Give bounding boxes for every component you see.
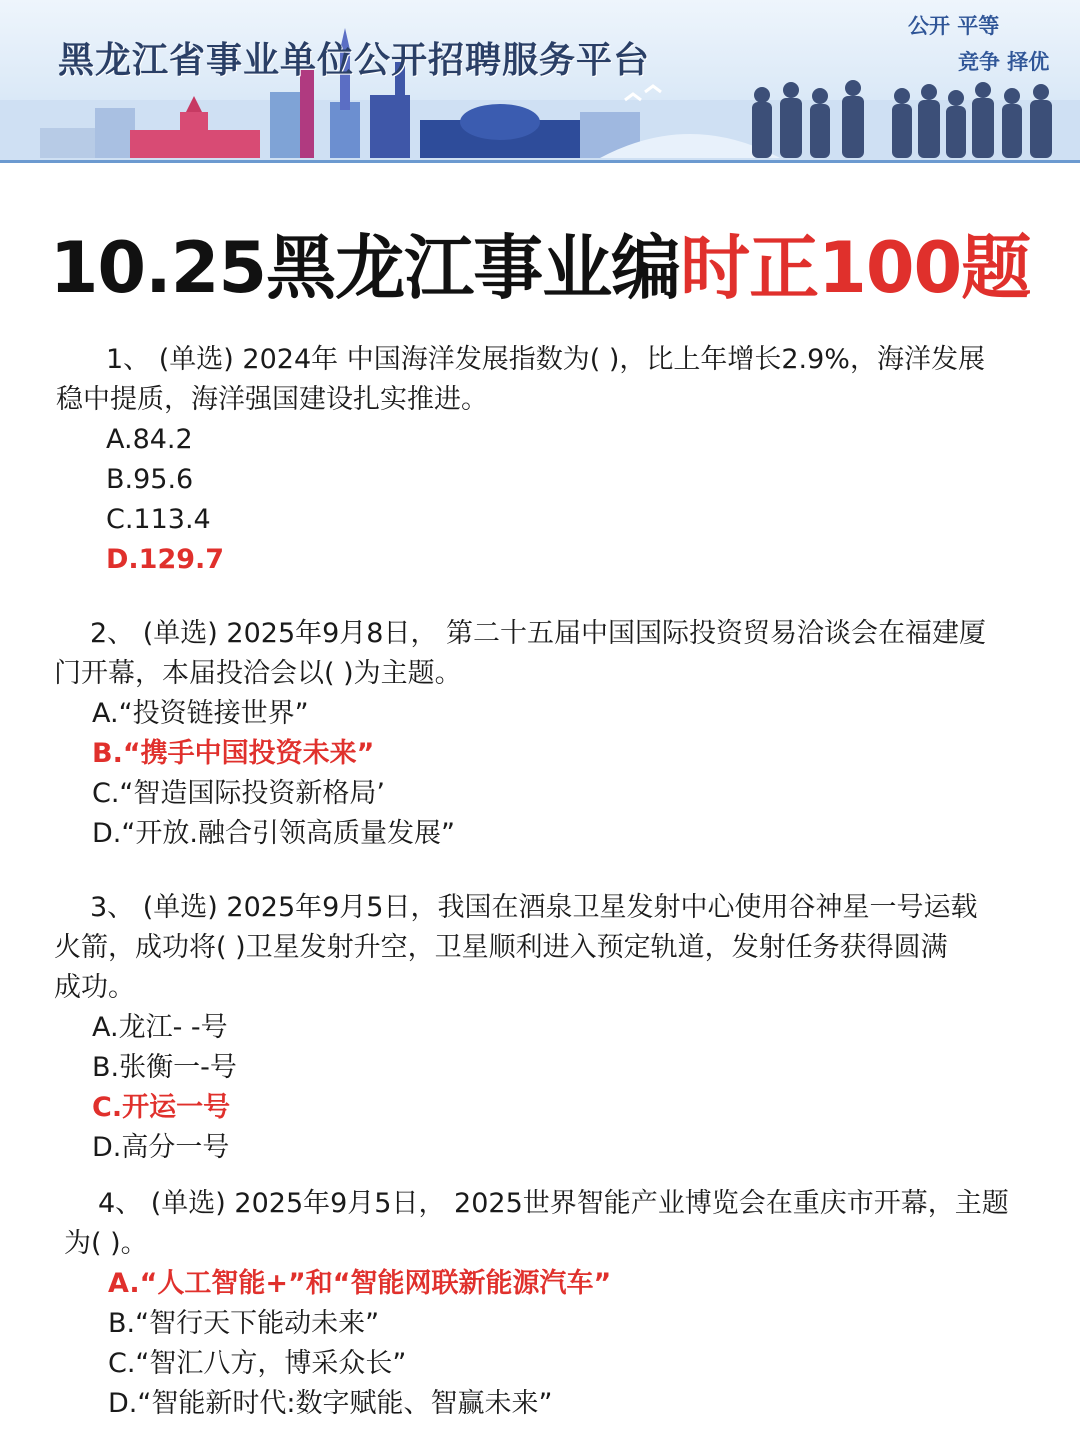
- question-3-line-2: 火箭，成功将( )卫星发射升空，卫星顺利进入预定轨道，发射任务获得圆满: [54, 932, 948, 963]
- question-3-option-b: B.张衡一-号: [92, 1052, 237, 1083]
- question-3-option-a: A.龙江- -号: [92, 1012, 228, 1043]
- question-4-option-a-answer: A.“人工智能+”和“智能网联新能源汽车”: [108, 1268, 612, 1299]
- question-4-option-c: C.“智汇八方，博采众长”: [108, 1348, 407, 1379]
- question-1-option-c: C.113.4: [106, 504, 211, 535]
- platform-title: 黑龙江省事业单位公开招聘服务平台: [58, 40, 651, 81]
- question-4-line-2: 为( )。: [64, 1228, 148, 1259]
- question-2-option-b-answer: B.“携手中国投资未来”: [92, 738, 375, 769]
- question-1-line-2: 稳中提质，海洋强国建设扎实推进。: [56, 384, 488, 415]
- page-title: [0, 212, 1080, 313]
- question-1-option-b: B.95.6: [106, 464, 194, 495]
- question-3-option-c-answer: C.开运一号: [92, 1092, 231, 1123]
- question-2-line-1: 2、 (单选) 2025年9月8日， 第二十五届中国国际投资贸易洽谈会在福建厦: [90, 618, 987, 649]
- page-title-black: 10.25黑龙江事业编: [49, 227, 681, 309]
- slogan-line-2: 竞争 择优: [958, 50, 1050, 74]
- question-2-option-a: A.“投资链接世界”: [92, 698, 309, 729]
- question-1-option-a: A.84.2: [106, 424, 193, 455]
- question-3-option-d: D.高分一号: [92, 1132, 230, 1163]
- page-title-red: 时正100题: [680, 227, 1031, 309]
- question-4-option-d: D.“智能新时代:数字赋能、智赢未来”: [108, 1388, 553, 1419]
- question-1-option-d-answer: D.129.7: [106, 544, 225, 575]
- question-2-line-2: 门开幕，本届投洽会以( )为主题。: [54, 658, 462, 689]
- question-4-option-b: B.“智行天下能动未来”: [108, 1308, 380, 1339]
- header-banner: [0, 0, 1080, 163]
- question-3-line-1: 3、 (单选) 2025年9月5日，我国在酒泉卫星发射中心使用谷神星一号运载: [90, 892, 978, 923]
- question-2-option-c: C.“智造国际投资新格局’: [92, 778, 386, 809]
- question-4-line-1: 4、 (单选) 2025年9月5日， 2025世界智能产业博览会在重庆市开幕，主题: [98, 1188, 1009, 1219]
- question-2-option-d: D.“开放.融合引领高质量发展”: [92, 818, 455, 849]
- question-1-line-1: 1、 (单选) 2024年 中国海洋发展指数为( )，比上年增长2.9%，海洋发展: [106, 344, 985, 375]
- slogan-line-1: 公开 平等: [908, 14, 1000, 38]
- question-3-line-3: 成功。: [54, 972, 135, 1003]
